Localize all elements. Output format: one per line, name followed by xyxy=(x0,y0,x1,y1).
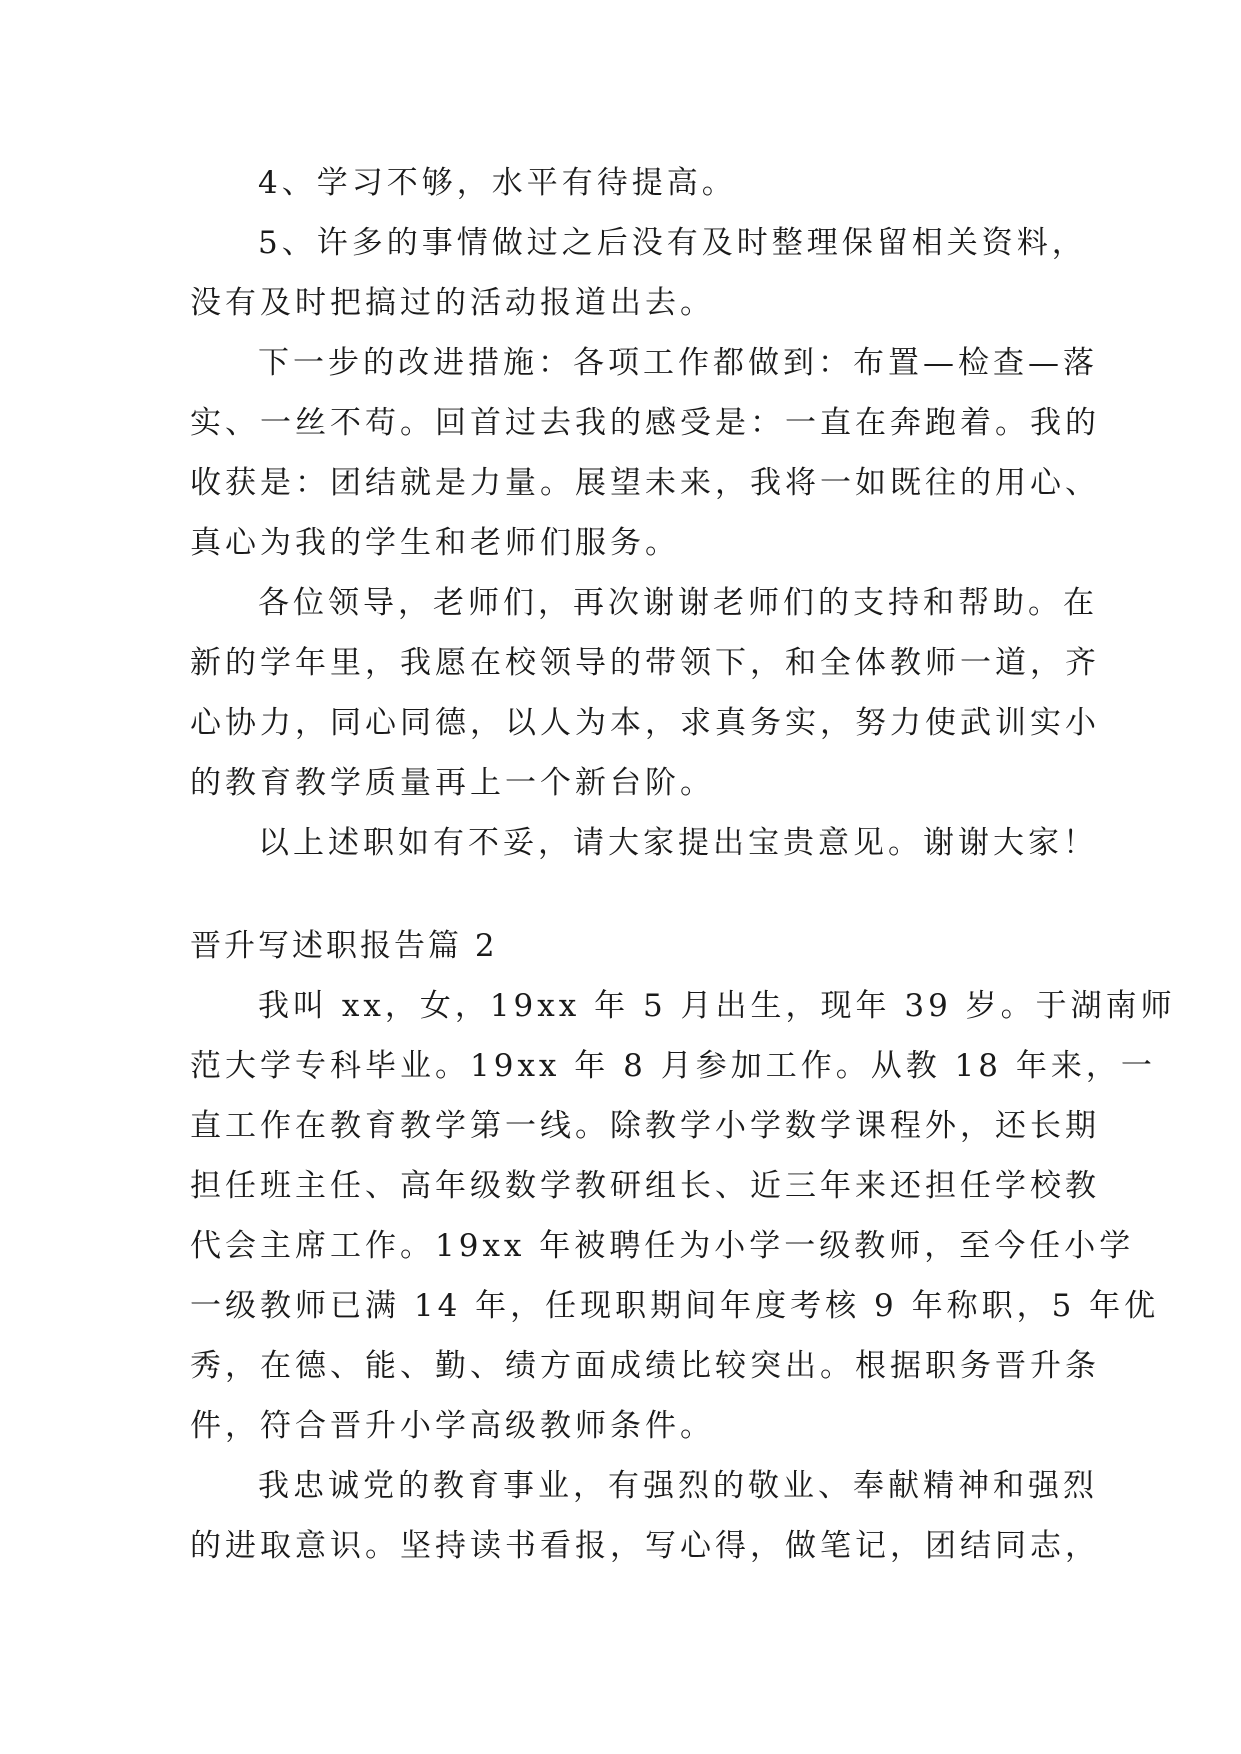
list-item-5-line-2: 没有及时把搞过的活动报道出去。 xyxy=(190,285,715,321)
paragraph-intro-line-3: 直工作在教育教学第一线。除教学小学数学课程外，还长期 xyxy=(190,1108,1100,1144)
paragraph-intro-line-4: 担任班主任、高年级数学教研组长、近三年来还担任学校教 xyxy=(190,1168,1100,1204)
paragraph-improvement-line-1: 下一步的改进措施：各项工作都做到：布置—检查—落 xyxy=(258,345,1098,381)
paragraph-improvement-line-3: 收获是：团结就是力量。展望未来，我将一如既往的用心、 xyxy=(190,465,1100,501)
paragraph-thanks-line-2: 新的学年里，我愿在校领导的带领下，和全体教师一道，齐 xyxy=(190,645,1100,681)
paragraph-thanks-line-1: 各位领导，老师们，再次谢谢老师们的支持和帮助。在 xyxy=(258,585,1098,621)
section-title: 晋升写述职报告篇 2 xyxy=(190,928,498,964)
paragraph-intro-line-5: 代会主席工作。19xx 年被聘任为小学一级教师，至今任小学 xyxy=(190,1228,1135,1264)
paragraph-closing: 以上述职如有不妥，请大家提出宝贵意见。谢谢大家！ xyxy=(258,825,1098,861)
paragraph-improvement-line-4: 真心为我的学生和老师们服务。 xyxy=(190,525,680,561)
paragraph-loyalty-line-1: 我忠诚党的教育事业，有强烈的敬业、奉献精神和强烈 xyxy=(258,1468,1098,1504)
list-item-5-line-1: 5、许多的事情做过之后没有及时整理保留相关资料， xyxy=(258,225,1087,261)
paragraph-intro-line-8: 件，符合晋升小学高级教师条件。 xyxy=(190,1408,715,1444)
paragraph-thanks-line-4: 的教育教学质量再上一个新台阶。 xyxy=(190,765,715,801)
paragraph-loyalty-line-2: 的进取意识。坚持读书看报，写心得，做笔记，团结同志， xyxy=(190,1528,1100,1564)
section-2-heading xyxy=(190,916,1070,976)
paragraph-intro-line-2: 范大学专科毕业。19xx 年 8 月参加工作。从教 18 年来，一 xyxy=(190,1048,1156,1084)
paragraph-improvement-line-2: 实、一丝不苟。回首过去我的感受是：一直在奔跑着。我的 xyxy=(190,405,1100,441)
paragraph-intro-line-1: 我叫 xx，女，19xx 年 5 月出生，现年 39 岁。于湖南师 xyxy=(258,988,1176,1024)
paragraph-intro-line-6: 一级教师已满 14 年，任现职期间年度考核 9 年称职，5 年优 xyxy=(190,1288,1160,1324)
section-1-body xyxy=(190,153,1100,873)
paragraph-thanks-line-3: 心协力，同心同德，以人为本，求真务实，努力使武训实小 xyxy=(190,705,1100,741)
section-2-body xyxy=(190,976,1176,1576)
paragraph-intro-line-7: 秀，在德、能、勤、绩方面成绩比较突出。根据职务晋升条 xyxy=(190,1348,1100,1384)
list-item-4: 4、学习不够，水平有待提高。 xyxy=(258,165,737,201)
